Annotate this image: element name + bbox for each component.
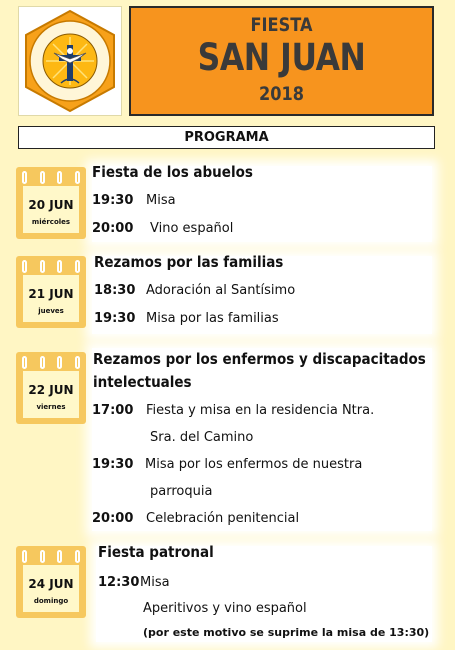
schedule-row: 12:30Misa: [98, 575, 170, 590]
calendar-icon-21-jun: [16, 256, 86, 328]
schedule-row: 17:00 Fiesta y misa en la residencia Ntra.: [92, 403, 375, 418]
schedule-row-continuation: Sra. del Camino: [150, 430, 254, 445]
parish-seal-icon: [21, 9, 119, 113]
header-year: 2018: [259, 83, 304, 105]
event-date: 24 JUN: [28, 577, 74, 591]
event-day: domingo: [33, 597, 69, 605]
event-title: Fiesta de los abuelos: [92, 163, 253, 181]
schedule-row: 18:30 Adoración al Santísimo: [94, 283, 296, 298]
schedule-row: 20:00 Celebración penitencial: [92, 511, 300, 526]
header-fiesta: FIESTA: [250, 14, 313, 36]
parish-logo: [18, 6, 122, 116]
event-date: 22 JUN: [28, 383, 74, 397]
event-day: jueves: [38, 307, 64, 315]
calendar-icon-24-jun: [16, 546, 86, 618]
schedule-row: 20:00 Vino español: [92, 221, 234, 236]
event-date: 21 JUN: [28, 287, 74, 301]
schedule-row-note: Aperitivos y vino español: [143, 601, 307, 616]
header-san-juan: SAN JUAN: [197, 36, 366, 79]
event-title: Fiesta patronal: [98, 543, 214, 561]
schedule-row: 19:30 Misa: [92, 193, 176, 208]
event-date: 20 JUN: [28, 198, 74, 212]
schedule-row-note: (por este motivo se suprime la misa de 13:30): [143, 626, 430, 639]
event-title: Rezamos por los enfermos y discapacitados intelectuales: [93, 350, 426, 391]
schedule-row: 19:30 Misa por las familias: [94, 311, 279, 326]
programa-banner: PROGRAMA: [18, 126, 435, 149]
calendar-icon-20-jun: [16, 167, 86, 239]
event-day: miércoles: [31, 218, 71, 226]
schedule-row-continuation: parroquia: [150, 484, 213, 499]
event-title: Rezamos por las familias: [94, 253, 284, 271]
event-day: viernes: [36, 403, 66, 411]
event-header: [129, 6, 434, 116]
calendar-icon-22-jun: [16, 352, 86, 424]
schedule-row: 19:30 Misa por los enfermos de nuestra: [92, 457, 363, 472]
